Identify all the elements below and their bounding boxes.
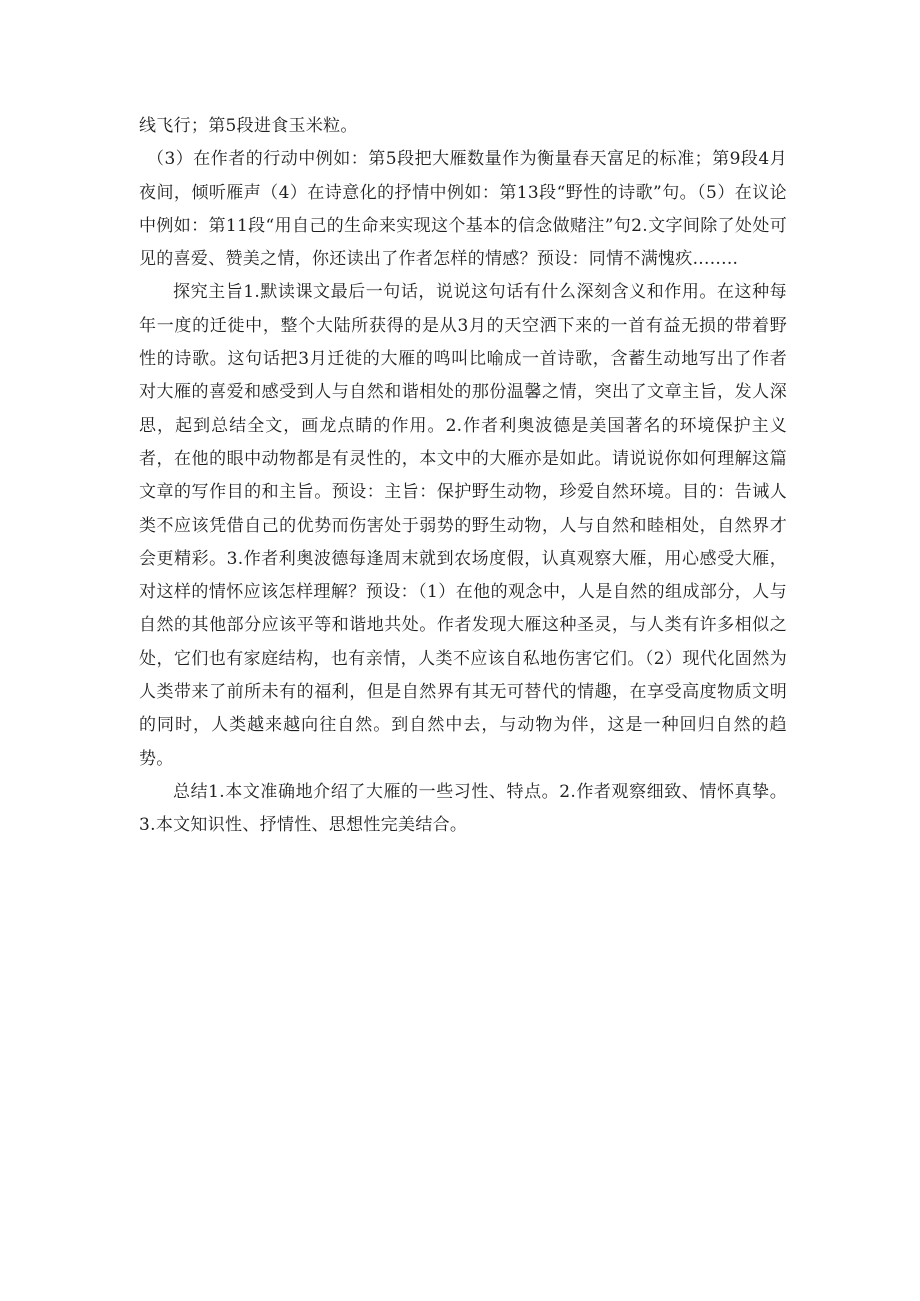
paragraph-continuation: 线飞行；第5段进食玉米粒。 [139, 116, 358, 136]
paragraph-analysis: （3）在作者的行动中例如：第5段把大雁数量作为衡量春天富足的标准；第9段4月夜间，倾听雁声（4）在诗意化的抒情中例如：第13段“野性的诗歌”句。（5）在议论中例如：第11段“用自己的生命来实现这个基本的信念做赌注”句2.文字间除了处处可见的喜爱、赞美之情，你还读出了作者怎样的情感？预设：同情不满愧疚........ [139, 149, 787, 270]
paragraph-summary: 总结1.本文准确地介绍了大雁的一些习性、特点。2.作者观察细致、情怀真挚。3.本文知识性、抒情性、思想性完美结合。 [139, 781, 787, 836]
document-body [139, 110, 787, 843]
paragraph-theme: 探究主旨1.默读课文最后一句话，说说这句话有什么深刻含义和作用。在这种每年一度的迁徙中，整个大陆所获得的是从3月的天空洒下来的一首有益无损的带着野性的诗歌。这句话把3月迁徙的大雁的鸣叫比喻成一首诗歌，含蓄生动地写出了作者对大雁的喜爱和感受到人与自然和谐相处的那份温馨之情，突出了文章主旨，发人深思，起到总结全文，画龙点睛的作用。2.作者利奥波德是美国著名的环境保护主义者，在他的眼中动物都是有灵性的，本文中的大雁亦是如此。请说说你如何理解这篇文章的写作目的和主旨。预设：主旨：保护野生动物，珍爱自然环境。目的：告诫人类不应该凭借自己的优势而伤害处于弱势的野生动物，人与自然和睦相处，自然界才会更精彩。3.作者利奥波德每逢周末就到农场度假，认真观察大雁，用心感受大雁，对这样的情怀应该怎样理解？预设：（1）在他的观念中，人是自然的组成部分，人与自然的其他部分应该平等和谐地共处。作者发现大雁这种圣灵，与人类有许多相似之处，它们也有家庭结构，也有亲情，人类不应该自私地伤害它们。（2）现代化固然为人类带来了前所未有的福利，但是自然界有其无可替代的情趣，在享受高度物质文明的同时，人类越来越向往自然。到自然中去，与动物为伴，这是一种回归自然的趋势。 [139, 282, 787, 769]
